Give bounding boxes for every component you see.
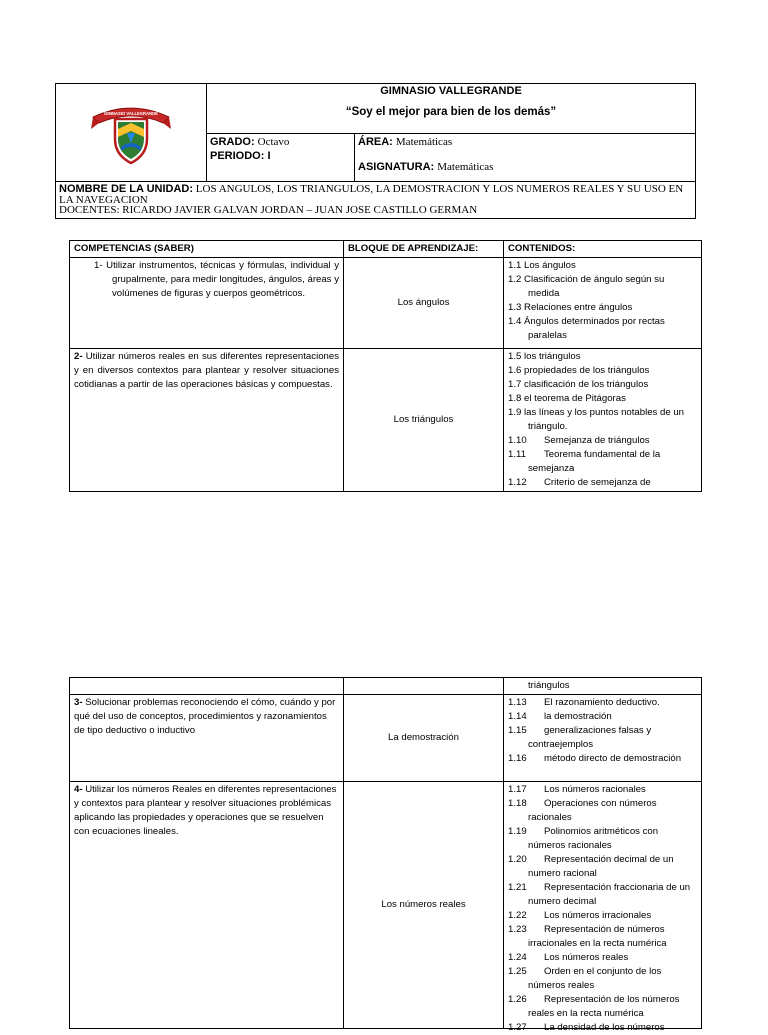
bloque-cell: Los números reales: [344, 782, 504, 1029]
unit-label: NOMBRE DE LA UNIDAD:: [59, 183, 194, 195]
competencia-number: 1-: [94, 260, 103, 271]
content-item: 1.26 Representación de los números reales en la recta numérica: [508, 994, 680, 1019]
school-title-cell: [207, 84, 696, 134]
grado-periodo-cell: [207, 134, 355, 182]
competencia-cell: [70, 695, 344, 782]
school-crest-logo: [91, 99, 171, 165]
content-item: 1.15 generalizaciones falsas y contraejemplos: [508, 725, 652, 750]
content-item: 1.17 Los números racionales: [508, 784, 646, 795]
content-item: 1.9 las líneas y los puntos notables de un triángulo.: [508, 407, 685, 432]
competencia-number: 4-: [74, 784, 83, 795]
contenidos-cell: [504, 695, 702, 782]
school-name: GIMNASIO VALLEGRANDE: [380, 85, 522, 97]
bloque-cell: Los ángulos: [344, 258, 504, 349]
contenidos-cell: [504, 349, 702, 492]
periodo-label: PERIODO:: [210, 150, 265, 162]
content-item: 1.16 método directo de demostración: [508, 753, 682, 764]
logo-banner-text: GIMNASIO VALLEGRANDE: [104, 111, 158, 116]
content-item: 1.10 Semejanza de triángulos: [508, 435, 650, 446]
content-item: 1.4 Ángulos determinados por rectas paralelas: [508, 316, 665, 341]
content-item: 1.24 Los números reales: [508, 952, 629, 963]
competencia-cell: [70, 349, 344, 492]
docentes: DOCENTES: RICARDO JAVIER GALVAN JORDAN – JUAN JOSE CASTILLO GERMAN: [59, 204, 478, 216]
content-item: 1.13 El razonamiento deductivo.: [508, 697, 660, 708]
header-competencias: COMPETENCIAS (SABER): [70, 241, 344, 258]
content-item: 1.12 Criterio de semejanza de: [508, 477, 651, 488]
content-item: 1.25 Orden en el conjunto de los números reales: [508, 966, 662, 991]
contenidos-cell: [504, 782, 702, 1033]
competencia-text: Utilizar los números Reales en diferentes representaciones y contextos para plantear y resolver situaciones problémicas aplicando las propiedades y operaciones que se resuelven con ecuaciones lineales.: [74, 784, 337, 837]
content-item: 1.21 Representación fraccionaria de un numero decimal: [508, 882, 691, 907]
content-item: 1.6 propiedades de los triángulos: [508, 365, 650, 376]
competencia-text: Utilizar números reales en sus diferentes representaciones y en diversos contextos para plantear y resolver situaciones cotidianas a partir de las operaciones básicas y compuestas.: [74, 351, 340, 390]
school-motto: “Soy el mejor para bien de los demás”: [345, 106, 557, 118]
competencia-number: 3-: [74, 697, 83, 708]
content-item: 1.2 Clasificación de ángulo según su medida: [508, 274, 665, 299]
competencias-table-1: [69, 240, 702, 492]
competencia-number: 2-: [74, 351, 83, 362]
area-value: Matemáticas: [395, 136, 453, 148]
asignatura-label: ASIGNATURA:: [358, 161, 435, 173]
competencia-text: Utilizar instrumentos, técnicas y fórmulas, individual y grupalmente, para medir longitudes, ángulos, áreas y volúmenes de figuras y cuerpos geométricos.: [106, 260, 339, 299]
competencia-cell: [70, 782, 344, 1029]
content-item: 1.19 Polinomios aritméticos con números racionales: [508, 826, 659, 851]
content-item: 1.20 Representación decimal de un numero racional: [508, 854, 674, 879]
bloque-cell: La demostración: [344, 695, 504, 782]
competencia-cell: [70, 258, 344, 349]
content-item: 1.27 La densidad de los números: [508, 1022, 665, 1033]
header-contenidos: CONTENIDOS:: [504, 241, 702, 258]
unit-name: LOS ANGULOS, LOS TRIANGULOS, LA DEMOSTRACION Y LOS NUMEROS REALES Y SU USO EN LA NAVEGACION: [59, 183, 684, 206]
content-item: 1.8 el teorema de Pitágoras: [508, 393, 626, 404]
content-item: 1.23 Representación de números irracionales en la recta numérica: [508, 924, 667, 949]
periodo-value: I: [267, 150, 271, 162]
content-item: 1.7 clasificación de los triángulos: [508, 379, 649, 390]
header-bloque: BLOQUE DE APRENDIZAJE:: [344, 241, 504, 258]
competencia-text: Solucionar problemas reconociendo el cómo, cuándo y por qué del uso de conceptos, procedimientos y razonamientos de tipo deductivo o inductivo: [74, 697, 336, 736]
competencias-table-2: [69, 677, 702, 1033]
content-item: 1.3 Relaciones entre ángulos: [508, 302, 633, 313]
content-item: 1.18 Operaciones con números racionales: [508, 798, 657, 823]
contenidos-cell: [504, 258, 702, 349]
content-item: 1.22 Los números irracionales: [508, 910, 652, 921]
content-item: 1.14 la demostración: [508, 711, 612, 722]
continuation-cell: triángulos: [504, 678, 702, 695]
content-item: 1.5 los triángulos: [508, 351, 581, 362]
bloque-cell: Los triángulos: [344, 349, 504, 492]
empty-cell: [70, 678, 344, 695]
content-item: 1.1 Los ángulos: [508, 260, 576, 271]
header-table: [55, 83, 696, 219]
asignatura-value: Matemáticas: [437, 161, 494, 173]
area-asignatura-cell: [355, 134, 696, 182]
logo-cell: [56, 84, 207, 182]
empty-cell: [344, 678, 504, 695]
grado-label: GRADO:: [210, 136, 255, 148]
area-label: ÁREA:: [358, 136, 393, 148]
unit-cell: [56, 182, 696, 219]
grado-value: Octavo: [257, 136, 290, 148]
content-item: 1.11 Teorema fundamental de la semejanza: [508, 449, 661, 474]
